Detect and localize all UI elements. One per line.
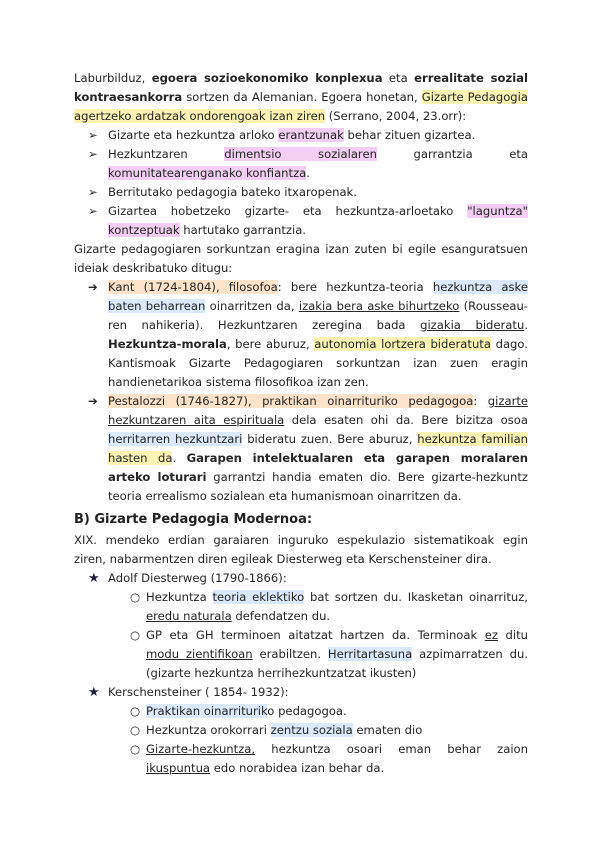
author-underline: gizakia bideratu bbox=[420, 318, 525, 332]
sub-text: Hezkuntza orokorrari bbox=[146, 723, 271, 737]
intro-bold-2: errealitate sozial kontraesankorra bbox=[74, 71, 528, 104]
list-item bbox=[74, 588, 528, 626]
author-highlight: hezkuntza familian hasten da bbox=[108, 432, 529, 465]
author-highlight: autonomia lortzera bideratuta bbox=[314, 337, 491, 351]
arrow-bullet-icon: ➢ bbox=[88, 147, 98, 161]
author-text: oinarritzen da, bbox=[205, 299, 299, 313]
intro-text: sortzen da Alemanian. Egoera honetan, bbox=[182, 90, 422, 104]
sub-highlight: zentzu soziala bbox=[270, 723, 353, 737]
star-bullet-icon: ★ bbox=[88, 685, 100, 700]
circle-bullet-icon: ○ bbox=[130, 590, 141, 604]
star-bullet-icon: ★ bbox=[88, 571, 100, 586]
arrow-bullet-icon: ➢ bbox=[88, 128, 98, 142]
arrow-bullet-icon: ➢ bbox=[88, 185, 98, 199]
sub-text: Hezkuntza bbox=[146, 590, 213, 604]
author-name: Kerschensteiner ( 1854- 1932): bbox=[108, 685, 289, 699]
list-item bbox=[74, 740, 528, 778]
sub-highlight: teoria eklektiko bbox=[212, 590, 305, 604]
list-item bbox=[74, 126, 528, 145]
authors-list bbox=[74, 278, 528, 506]
sub-text: bat sortzen du. Ikasketan oinarrituz, bbox=[304, 590, 528, 604]
intro-bold-1: egoera sozioekonomiko konplexua bbox=[151, 71, 383, 85]
author-bold: Hezkuntza-morala bbox=[108, 337, 227, 351]
sub-underline: ikuspuntua bbox=[146, 761, 211, 775]
sub-underline: modu zientifikoan bbox=[146, 647, 253, 661]
list-item-text: Gizartea hobetzeko gizarte- eta hezkuntza-arloetako bbox=[108, 204, 468, 218]
author-kerschensteiner-heading bbox=[74, 683, 528, 702]
authors-intro-paragraph: Gizarte pedagogiaren sorkuntzan eragina izan zuten bi egile esanguratsuen ideiak deskribatuko ditugu: bbox=[74, 242, 528, 275]
sub-text: GP eta GH terminoen aitatzat hartzen da. Terminoak bbox=[146, 628, 485, 642]
list-item-text: hartutako garrantzia. bbox=[179, 223, 306, 237]
section-b-heading: B) Gizarte Pedagogia Modernoa: bbox=[74, 512, 313, 527]
sub-text: o pedagogoa. bbox=[267, 704, 347, 718]
intro-text: eta bbox=[382, 71, 415, 85]
sub-text: erabiltzen. bbox=[252, 647, 328, 661]
author-highlight: herritarren hezkuntzari bbox=[108, 432, 243, 446]
author-text: : bbox=[473, 394, 488, 408]
author-text: (Rousseau-ren nahikeria). Hezkuntzaren zeregina bada bbox=[108, 299, 528, 332]
circle-bullet-icon: ○ bbox=[130, 723, 141, 737]
arrow-bullet-icon: ➢ bbox=[88, 204, 98, 218]
list-item-text: Gizarte eta hezkuntza arloko bbox=[108, 128, 279, 142]
sub-text: hezkuntza osoari eman behar zaion bbox=[255, 742, 528, 756]
list-item-text: Berritutako pedagogia bateko itxaropenak. bbox=[108, 185, 357, 199]
intro-paragraph bbox=[74, 69, 528, 126]
sub-text: edo norabidea izan behar da. bbox=[210, 761, 385, 775]
sub-text: defendatzen du. bbox=[231, 609, 331, 623]
sub-underline: eredu naturala bbox=[146, 609, 232, 623]
list-item bbox=[74, 145, 528, 183]
author-underline: gizarte hezkuntzaren aita espirituala bbox=[108, 394, 529, 427]
sub-text: ditu bbox=[497, 628, 528, 642]
author-pestalozzi bbox=[74, 392, 528, 506]
section-b-intro: XIX. mendeko erdian garaiaren inguruko espekulazio sistematikoak egin ziren, nabarmentzen diren egileak Diesterweg eta Kerschensteiner dira. bbox=[74, 533, 528, 566]
author-text: , bere aburuz, bbox=[226, 337, 315, 351]
sub-highlight: Praktikan oinarriturik bbox=[146, 704, 268, 718]
author-text: bideratu zuen. Bere aburuz, bbox=[242, 432, 418, 446]
author-name: Kant (1724-1804), filosofoa bbox=[108, 280, 278, 294]
author-text: garrantzi handia ematen dio. Bere gizarte-hezkuntz teoria errealismo sozialean eta humanismoan oinarritzen da. bbox=[108, 470, 528, 503]
intro-highlight: Gizarte Pedagogia agertzeko ardatzak ondorengoak izan ziren bbox=[74, 90, 528, 123]
list-item-highlight: "laguntza" kontzeptuak bbox=[108, 204, 528, 237]
list-item bbox=[74, 183, 528, 202]
circle-bullet-icon: ○ bbox=[130, 628, 141, 642]
sub-underline: ez bbox=[484, 628, 498, 642]
author-text: . bbox=[172, 451, 187, 465]
list-item-highlight: komunitatearenganako konfiantza bbox=[108, 166, 307, 180]
list-item-text: behar zituen gizartea. bbox=[343, 128, 476, 142]
circle-bullet-icon: ○ bbox=[130, 742, 141, 756]
document-page bbox=[74, 69, 528, 778]
sub-text: azpimarratzen du. (gizarte hezkuntza herrihezkuntzatzat ikusten) bbox=[146, 647, 529, 680]
list-item-text: . bbox=[306, 166, 310, 180]
author-kant bbox=[74, 278, 528, 392]
author-text: : bere hezkuntza-teoria bbox=[277, 280, 433, 294]
author-text: dela esaten ohi da. Bere bizitza osoa bbox=[284, 413, 528, 427]
aims-list bbox=[74, 126, 528, 240]
author-underline: izakia bera aske bihurtzeko bbox=[298, 299, 460, 313]
list-item bbox=[74, 626, 528, 683]
author-highlight: hezkuntza aske baten beharrean bbox=[108, 280, 528, 313]
author-diesterweg-heading bbox=[74, 569, 528, 588]
list-item bbox=[74, 202, 528, 240]
intro-text: Laburbilduz, bbox=[74, 71, 152, 85]
list-item bbox=[74, 721, 528, 740]
author-bold: Garapen intelektualaren eta garapen moralaren arteko loturari bbox=[108, 451, 529, 484]
list-item-text: Hezkuntzaren bbox=[108, 147, 225, 161]
intro-citation: (Serrano, 2004, 23.orr): bbox=[325, 109, 467, 123]
author-name: Pestalozzi (1746-1827), praktikan oinarrituriko pedagogoa bbox=[108, 394, 474, 408]
list-item bbox=[74, 702, 528, 721]
author-text: dago. Kantismoak Gizarte Pedagogiaren sorkuntzan izan zuen eragin handienetarikoa sistema filosofikoa izan zen. bbox=[108, 337, 528, 389]
list-item-highlight: erantzunak bbox=[278, 128, 344, 142]
list-item-text: garrantzia eta bbox=[376, 147, 529, 161]
arrow-bullet-icon: ➔ bbox=[88, 280, 98, 294]
sub-highlight: Herritartasuna bbox=[327, 647, 413, 661]
sub-text: ematen dio bbox=[352, 723, 423, 737]
sub-underline: Gizarte-hezkuntza, bbox=[146, 742, 256, 756]
list-item-highlight: dimentsio sozialaren bbox=[224, 147, 377, 161]
circle-bullet-icon: ○ bbox=[130, 704, 141, 718]
author-name: Adolf Diesterweg (1790-1866): bbox=[108, 571, 287, 585]
arrow-bullet-icon: ➔ bbox=[88, 394, 98, 408]
author-text: . bbox=[524, 318, 528, 332]
